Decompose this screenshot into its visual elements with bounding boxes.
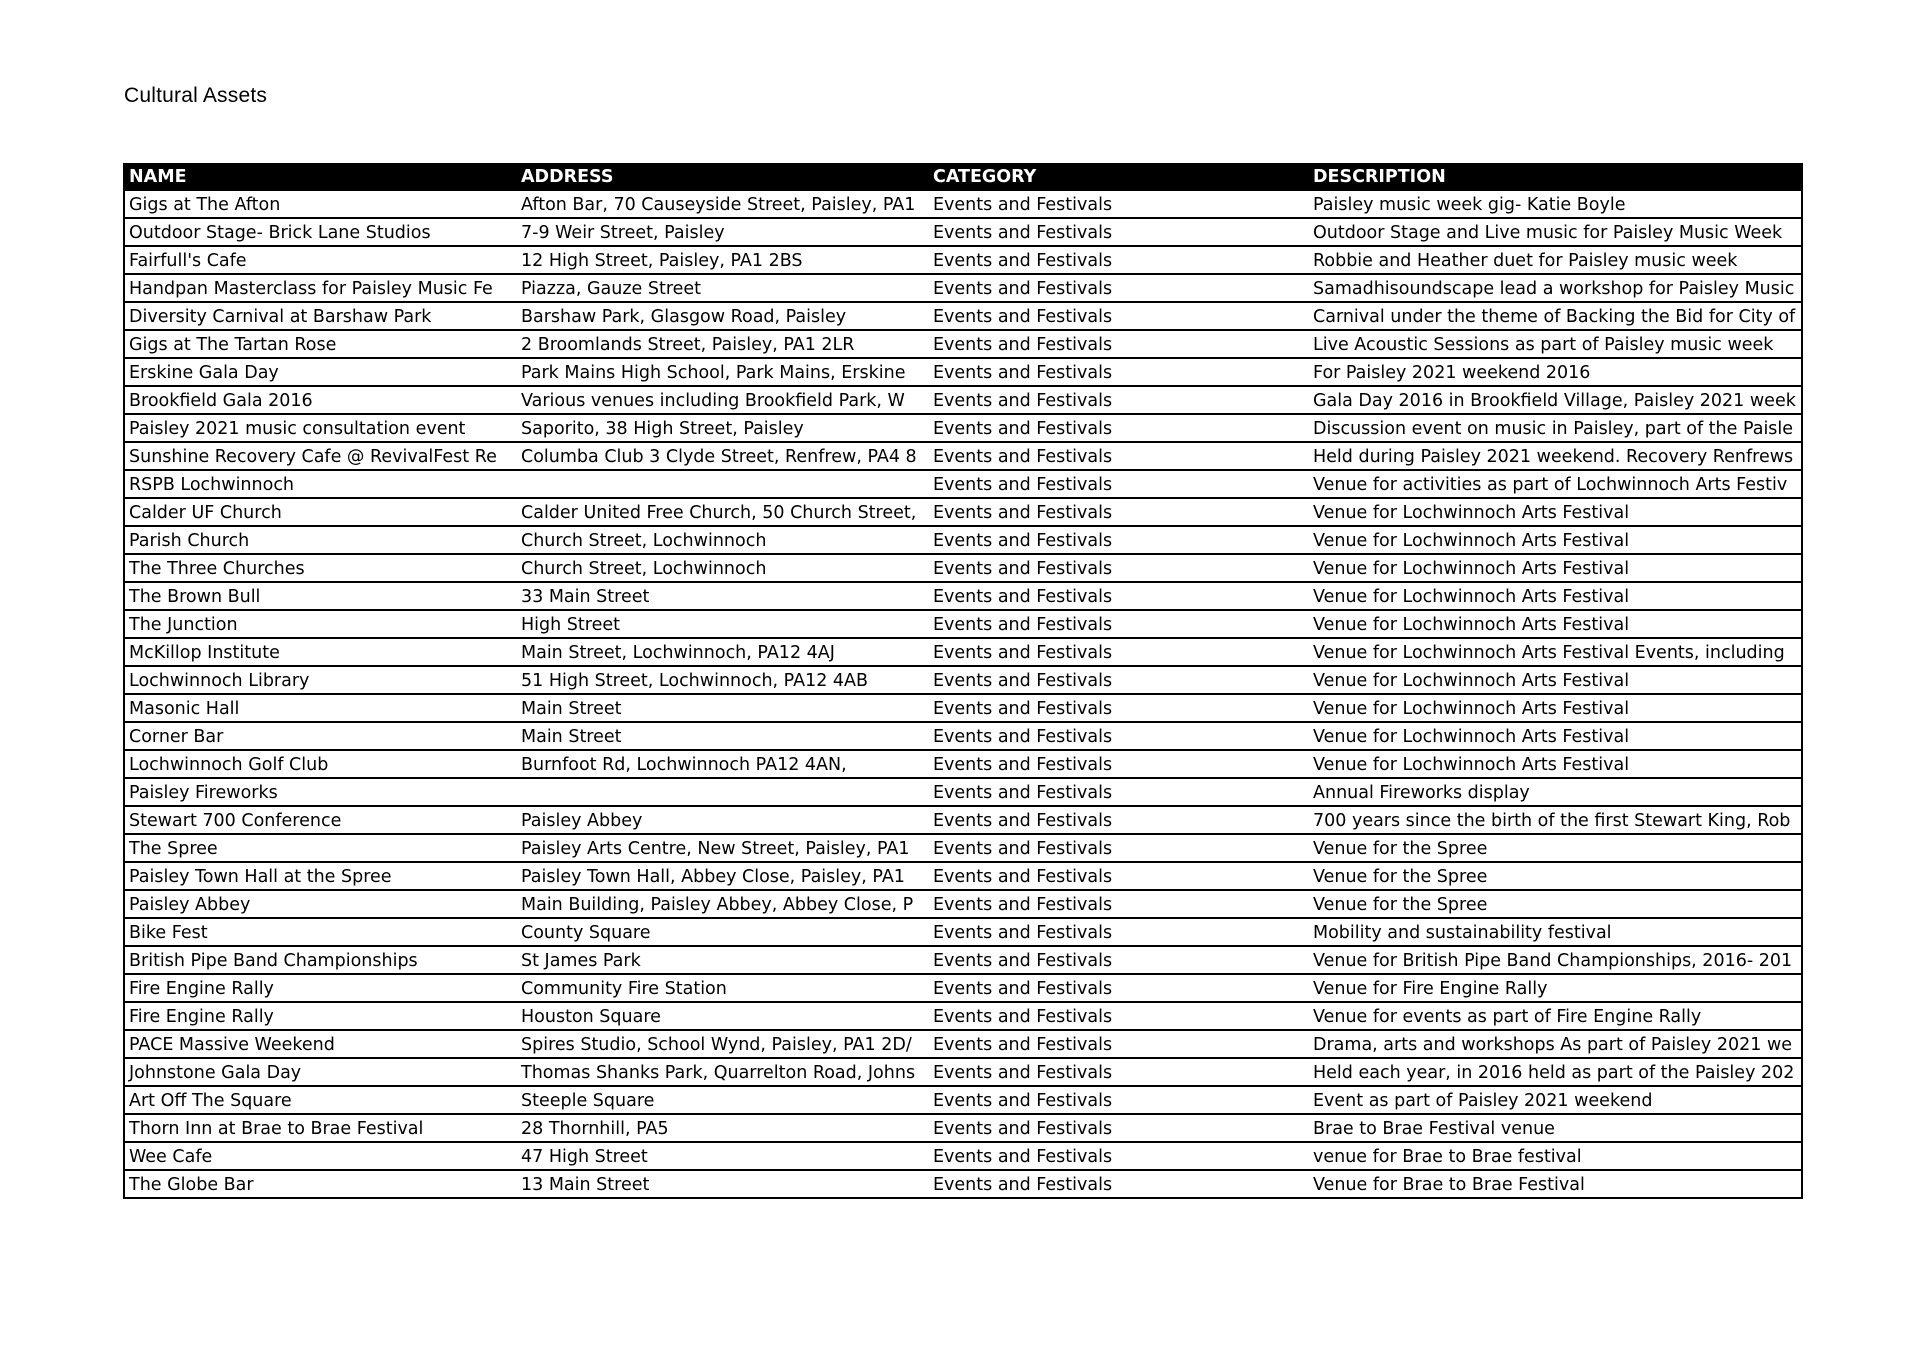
table-row <box>123 695 1803 723</box>
cell-address: 28 Thornhill, PA5 <box>521 1119 669 1139</box>
cell-description: Venue for Brae to Brae Festival <box>1313 1175 1585 1195</box>
cell-address: 51 High Street, Lochwinnoch, PA12 4AB <box>521 671 869 691</box>
cell-address <box>517 779 929 805</box>
table-row <box>123 527 1803 555</box>
cell-description: Venue for activities as part of Lochwinnoch Arts Festiv <box>1313 475 1788 495</box>
cell-description: Venue for Lochwinnoch Arts Festival <box>1313 727 1630 747</box>
cell-name: Wee Cafe <box>129 1147 213 1167</box>
table-header-row <box>123 163 1803 191</box>
table-row <box>123 667 1803 695</box>
table-row <box>123 1087 1803 1115</box>
cell-name: Paisley Town Hall at the Spree <box>129 867 392 887</box>
cell-category: Events and Festivals <box>933 251 1113 271</box>
cell-address: Main Street <box>521 699 622 719</box>
cell-address: 12 High Street, Paisley, PA1 2BS <box>521 251 803 271</box>
table-row <box>123 359 1803 387</box>
cell-category: Events and Festivals <box>933 895 1113 915</box>
cell-description: Venue for Lochwinnoch Arts Festival <box>1313 615 1630 635</box>
cell-name: British Pipe Band Championships <box>129 951 418 971</box>
cell-category: Events and Festivals <box>933 867 1113 887</box>
cell-description: For Paisley 2021 weekend 2016 <box>1313 363 1591 383</box>
cell-name: Outdoor Stage- Brick Lane Studios <box>129 223 431 243</box>
cell-address: Paisley Town Hall, Abbey Close, Paisley, PA1 <box>521 867 905 887</box>
cell-category: Events and Festivals <box>933 979 1113 999</box>
cell-category: Events and Festivals <box>933 1147 1113 1167</box>
cell-category: Events and Festivals <box>933 1035 1113 1055</box>
cell-name: RSPB Lochwinnoch <box>129 475 295 495</box>
cell-category: Events and Festivals <box>933 363 1113 383</box>
table-row <box>123 723 1803 751</box>
column-header-name: NAME <box>129 167 187 187</box>
cell-description: Carnival under the theme of Backing the Bid for City of <box>1313 307 1796 327</box>
cell-description: Annual Fireworks display <box>1313 783 1530 803</box>
cell-name: Fire Engine Rally <box>129 979 274 999</box>
cell-address: 7-9 Weir Street, Paisley <box>521 223 725 243</box>
cell-category: Events and Festivals <box>933 279 1113 299</box>
cell-name: Johnstone Gala Day <box>129 1063 302 1083</box>
cell-name: Thorn Inn at Brae to Brae Festival <box>129 1119 424 1139</box>
table-row <box>123 1059 1803 1087</box>
table-row <box>123 415 1803 443</box>
cell-address: Paisley Abbey <box>521 811 643 831</box>
cell-name: The Globe Bar <box>129 1175 254 1195</box>
table-row <box>123 1003 1803 1031</box>
cell-name: Lochwinnoch Library <box>129 671 310 691</box>
cell-address: Houston Square <box>521 1007 661 1027</box>
cell-category: Events and Festivals <box>933 699 1113 719</box>
table-body <box>123 191 1803 1199</box>
table-row <box>123 1143 1803 1171</box>
cell-description: Venue for the Spree <box>1313 839 1488 859</box>
cell-category: Events and Festivals <box>933 587 1113 607</box>
table-row <box>123 191 1803 219</box>
cell-address <box>517 471 929 497</box>
column-header-address: ADDRESS <box>521 167 614 187</box>
cell-category: Events and Festivals <box>933 1119 1113 1139</box>
cell-name: Paisley Fireworks <box>129 783 278 803</box>
cell-name: Paisley 2021 music consultation event <box>129 419 466 439</box>
table-row <box>123 471 1803 499</box>
cell-address: High Street <box>521 615 620 635</box>
cell-address: Spires Studio, School Wynd, Paisley, PA1 2D/ <box>521 1035 912 1055</box>
cell-address: Calder United Free Church, 50 Church Street, <box>521 503 917 523</box>
cell-name: Sunshine Recovery Cafe @ RevivalFest Re <box>129 447 497 467</box>
cell-address: Barshaw Park, Glasgow Road, Paisley <box>521 307 847 327</box>
cell-name: Paisley Abbey <box>129 895 251 915</box>
cell-category: Events and Festivals <box>933 391 1113 411</box>
table-row <box>123 891 1803 919</box>
cell-description: Mobility and sustainability festival <box>1313 923 1612 943</box>
cell-description: Venue for Lochwinnoch Arts Festival <box>1313 531 1630 551</box>
cell-category: Events and Festivals <box>933 951 1113 971</box>
cell-name: Fire Engine Rally <box>129 1007 274 1027</box>
cell-name: Handpan Masterclass for Paisley Music Fe <box>129 279 493 299</box>
cell-category: Events and Festivals <box>933 1091 1113 1111</box>
cell-description: Robbie and Heather duet for Paisley music week <box>1313 251 1738 271</box>
cell-category: Events and Festivals <box>933 335 1113 355</box>
table-row <box>123 555 1803 583</box>
table-row <box>123 947 1803 975</box>
cell-name: Lochwinnoch Golf Club <box>129 755 329 775</box>
table-row <box>123 835 1803 863</box>
cell-description: Venue for Lochwinnoch Arts Festival <box>1313 559 1630 579</box>
cell-description: Event as part of Paisley 2021 weekend <box>1313 1091 1653 1111</box>
cell-address: Thomas Shanks Park, Quarrelton Road, Johns <box>521 1063 916 1083</box>
cell-description: Held each year, in 2016 held as part of the Paisley 202 <box>1313 1063 1795 1083</box>
cell-address: Columba Club 3 Clyde Street, Renfrew, PA4 8 <box>521 447 917 467</box>
cell-name: Parish Church <box>129 531 250 551</box>
table-row <box>123 387 1803 415</box>
cell-name: Stewart 700 Conference <box>129 811 342 831</box>
cell-address: 13 Main Street <box>521 1175 650 1195</box>
column-header-description: DESCRIPTION <box>1313 167 1446 187</box>
table-row <box>123 751 1803 779</box>
cell-description: Brae to Brae Festival venue <box>1313 1119 1555 1139</box>
cell-address: Main Street <box>521 727 622 747</box>
cell-description: Held during Paisley 2021 weekend. Recovery Renfrews <box>1313 447 1794 467</box>
cell-name: Erskine Gala Day <box>129 363 279 383</box>
cell-description: Paisley music week gig- Katie Boyle <box>1313 195 1626 215</box>
cell-name: Gigs at The Tartan Rose <box>129 335 337 355</box>
cell-description: Outdoor Stage and Live music for Paisley Music Week <box>1313 223 1783 243</box>
cell-address: Piazza, Gauze Street <box>521 279 702 299</box>
cell-name: The Junction <box>129 615 238 635</box>
table-row <box>123 611 1803 639</box>
table-row <box>123 919 1803 947</box>
cell-name: Masonic Hall <box>129 699 240 719</box>
table-row <box>123 639 1803 667</box>
cell-name: Fairfull's Cafe <box>129 251 247 271</box>
cell-category: Events and Festivals <box>933 223 1113 243</box>
cell-name: The Brown Bull <box>129 587 261 607</box>
cell-category: Events and Festivals <box>933 195 1113 215</box>
table-row <box>123 499 1803 527</box>
table-row <box>123 583 1803 611</box>
table-row <box>123 975 1803 1003</box>
cell-category: Events and Festivals <box>933 615 1113 635</box>
cell-address: Steeple Square <box>521 1091 655 1111</box>
cell-name: Gigs at The Afton <box>129 195 281 215</box>
cell-category: Events and Festivals <box>933 307 1113 327</box>
cell-name: The Spree <box>129 839 218 859</box>
cell-address: Church Street, Lochwinnoch <box>521 559 767 579</box>
table-row <box>123 807 1803 835</box>
cell-description: Venue for British Pipe Band Championships, 2016- 201 <box>1313 951 1793 971</box>
cell-name: Art Off The Square <box>129 1091 292 1111</box>
cell-description: Venue for the Spree <box>1313 867 1488 887</box>
cell-address: Various venues including Brookfield Park, W <box>521 391 905 411</box>
table-row <box>123 247 1803 275</box>
cell-category: Events and Festivals <box>933 531 1113 551</box>
cell-description: Venue for Lochwinnoch Arts Festival Events, including <box>1313 643 1785 663</box>
cell-address: Paisley Arts Centre, New Street, Paisley, PA1 <box>521 839 910 859</box>
cell-description: Gala Day 2016 in Brookfield Village, Paisley 2021 week <box>1313 391 1796 411</box>
cell-name: Corner Bar <box>129 727 224 747</box>
cell-address: 33 Main Street <box>521 587 650 607</box>
cell-description: Venue for Lochwinnoch Arts Festival <box>1313 699 1630 719</box>
cell-category: Events and Festivals <box>933 727 1113 747</box>
cell-address: Main Street, Lochwinnoch, PA12 4AJ <box>521 643 835 663</box>
cell-category: Events and Festivals <box>933 1007 1113 1027</box>
cell-address: St James Park <box>521 951 641 971</box>
cell-name: McKillop Institute <box>129 643 280 663</box>
cell-address: Main Building, Paisley Abbey, Abbey Close, P <box>521 895 914 915</box>
cell-description: 700 years since the birth of the first Stewart King, Rob <box>1313 811 1791 831</box>
cell-category: Events and Festivals <box>933 475 1113 495</box>
cell-address: Saporito, 38 High Street, Paisley <box>521 419 804 439</box>
cell-category: Events and Festivals <box>933 503 1113 523</box>
cell-address: Afton Bar, 70 Causeyside Street, Paisley, PA1 <box>521 195 916 215</box>
cell-description: Samadhisoundscape lead a workshop for Paisley Music <box>1313 279 1795 299</box>
table-row <box>123 863 1803 891</box>
cell-description: Drama, arts and workshops As part of Paisley 2021 we <box>1313 1035 1793 1055</box>
cell-description: Venue for Lochwinnoch Arts Festival <box>1313 587 1630 607</box>
table-row <box>123 779 1803 807</box>
cell-category: Events and Festivals <box>933 923 1113 943</box>
assets-table <box>123 163 1803 1199</box>
cell-name: PACE Massive Weekend <box>129 1035 335 1055</box>
cell-description: venue for Brae to Brae festival <box>1313 1147 1582 1167</box>
cell-description: Venue for Lochwinnoch Arts Festival <box>1313 503 1630 523</box>
cell-address: Church Street, Lochwinnoch <box>521 531 767 551</box>
cell-address: 2 Broomlands Street, Paisley, PA1 2LR <box>521 335 855 355</box>
table-row <box>123 303 1803 331</box>
cell-category: Events and Festivals <box>933 783 1113 803</box>
table-row <box>123 1171 1803 1199</box>
cell-address: 47 High Street <box>521 1147 648 1167</box>
cell-category: Events and Festivals <box>933 559 1113 579</box>
cell-description: Live Acoustic Sessions as part of Paisley music week <box>1313 335 1774 355</box>
cell-address: Burnfoot Rd, Lochwinnoch PA12 4AN, <box>521 755 847 775</box>
cell-description: Venue for Lochwinnoch Arts Festival <box>1313 671 1630 691</box>
cell-category: Events and Festivals <box>933 671 1113 691</box>
cell-description: Venue for the Spree <box>1313 895 1488 915</box>
table-row <box>123 275 1803 303</box>
cell-description: Venue for events as part of Fire Engine Rally <box>1313 1007 1702 1027</box>
cell-category: Events and Festivals <box>933 419 1113 439</box>
cell-address: Community Fire Station <box>521 979 727 999</box>
cell-category: Events and Festivals <box>933 1063 1113 1083</box>
cell-name: Calder UF Church <box>129 503 282 523</box>
cell-category: Events and Festivals <box>933 447 1113 467</box>
cell-name: Bike Fest <box>129 923 208 943</box>
table-row <box>123 219 1803 247</box>
cell-category: Events and Festivals <box>933 1175 1113 1195</box>
table-row <box>123 1031 1803 1059</box>
cell-name: The Three Churches <box>129 559 305 579</box>
cell-name: Diversity Carnival at Barshaw Park <box>129 307 432 327</box>
table-row <box>123 331 1803 359</box>
cell-address: County Square <box>521 923 651 943</box>
cell-description: Discussion event on music in Paisley, part of the Paisle <box>1313 419 1794 439</box>
cell-category: Events and Festivals <box>933 643 1113 663</box>
page-title: Cultural Assets <box>124 84 268 107</box>
cell-description: Venue for Fire Engine Rally <box>1313 979 1548 999</box>
table-row <box>123 1115 1803 1143</box>
cell-category: Events and Festivals <box>933 811 1113 831</box>
cell-name: Brookfield Gala 2016 <box>129 391 313 411</box>
column-header-category: CATEGORY <box>933 167 1037 187</box>
cell-category: Events and Festivals <box>933 755 1113 775</box>
table-row <box>123 443 1803 471</box>
cell-address: Park Mains High School, Park Mains, Erskine <box>521 363 906 383</box>
cell-category: Events and Festivals <box>933 839 1113 859</box>
cell-description: Venue for Lochwinnoch Arts Festival <box>1313 755 1630 775</box>
